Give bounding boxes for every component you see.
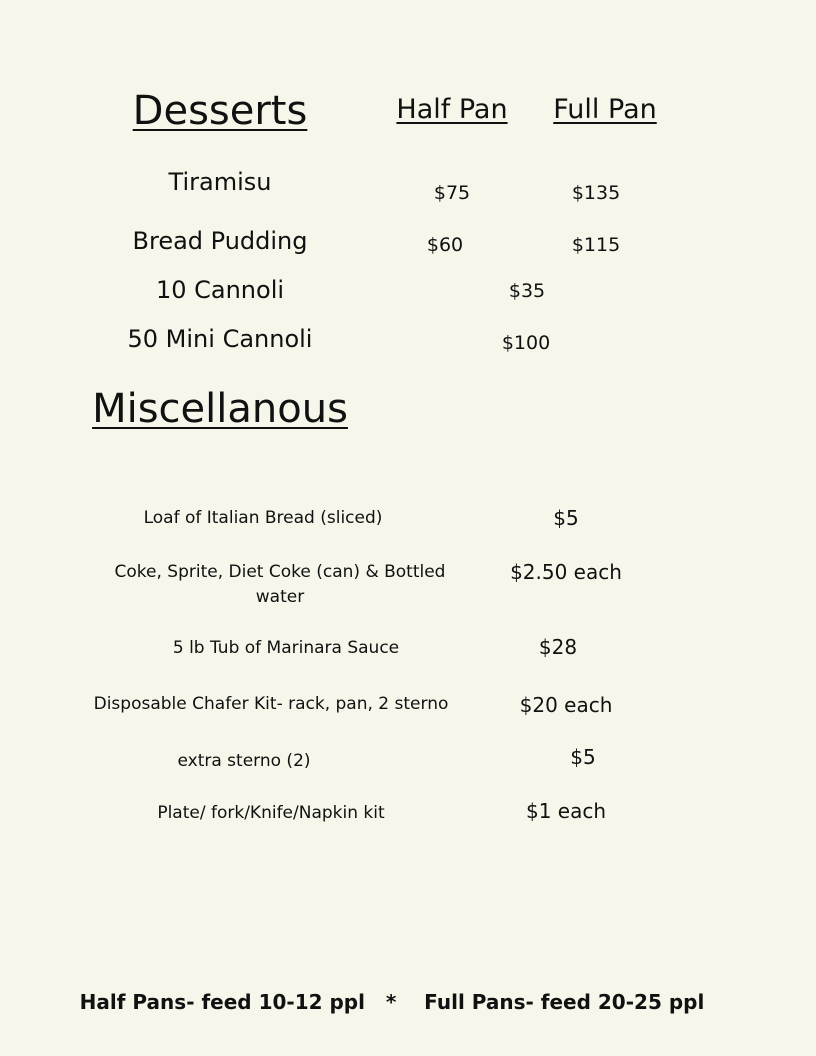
dessert-item-name: 10 Cannoli — [155, 276, 285, 304]
misc-item-name: 5 lb Tub of Marinara Sauce — [172, 638, 400, 658]
dessert-item-name: Tiramisu — [168, 168, 272, 196]
misc-item-price: $28 — [538, 635, 578, 659]
dessert-full-price: $115 — [571, 234, 621, 256]
serving-size-note: Half Pans- feed 10-12 ppl * Full Pans- feed 20-25 ppl — [79, 990, 705, 1014]
half-pan-column-header: Half Pan — [396, 94, 508, 125]
misc-item-name: extra sterno (2) — [177, 751, 311, 771]
dessert-full-price: $135 — [571, 182, 621, 204]
desserts-heading: Desserts — [132, 88, 308, 134]
misc-item-name-line2: water — [255, 587, 305, 607]
misc-item-name: Coke, Sprite, Diet Coke (can) & Bottled — [114, 562, 446, 582]
dessert-item-name: 50 Mini Cannoli — [127, 325, 313, 353]
misc-item-price: $20 each — [519, 693, 613, 717]
misc-item-name: Loaf of Italian Bread (sliced) — [143, 508, 383, 528]
full-pan-column-header: Full Pan — [553, 94, 657, 125]
misc-item-price: $1 each — [525, 799, 607, 823]
miscellaneous-heading: Miscellanous — [92, 386, 348, 432]
dessert-half-price: $60 — [426, 234, 464, 256]
dessert-price: $35 — [508, 280, 546, 302]
misc-item-name: Plate/ fork/Knife/Napkin kit — [157, 803, 385, 823]
misc-item-price: $5 — [570, 745, 596, 769]
dessert-half-price: $75 — [433, 182, 471, 204]
misc-item-price: $2.50 each — [510, 560, 622, 584]
dessert-item-name: Bread Pudding — [132, 227, 308, 255]
dessert-price: $100 — [501, 332, 551, 354]
misc-item-name: Disposable Chafer Kit- rack, pan, 2 sterno — [93, 694, 449, 714]
misc-item-price: $5 — [553, 506, 579, 530]
